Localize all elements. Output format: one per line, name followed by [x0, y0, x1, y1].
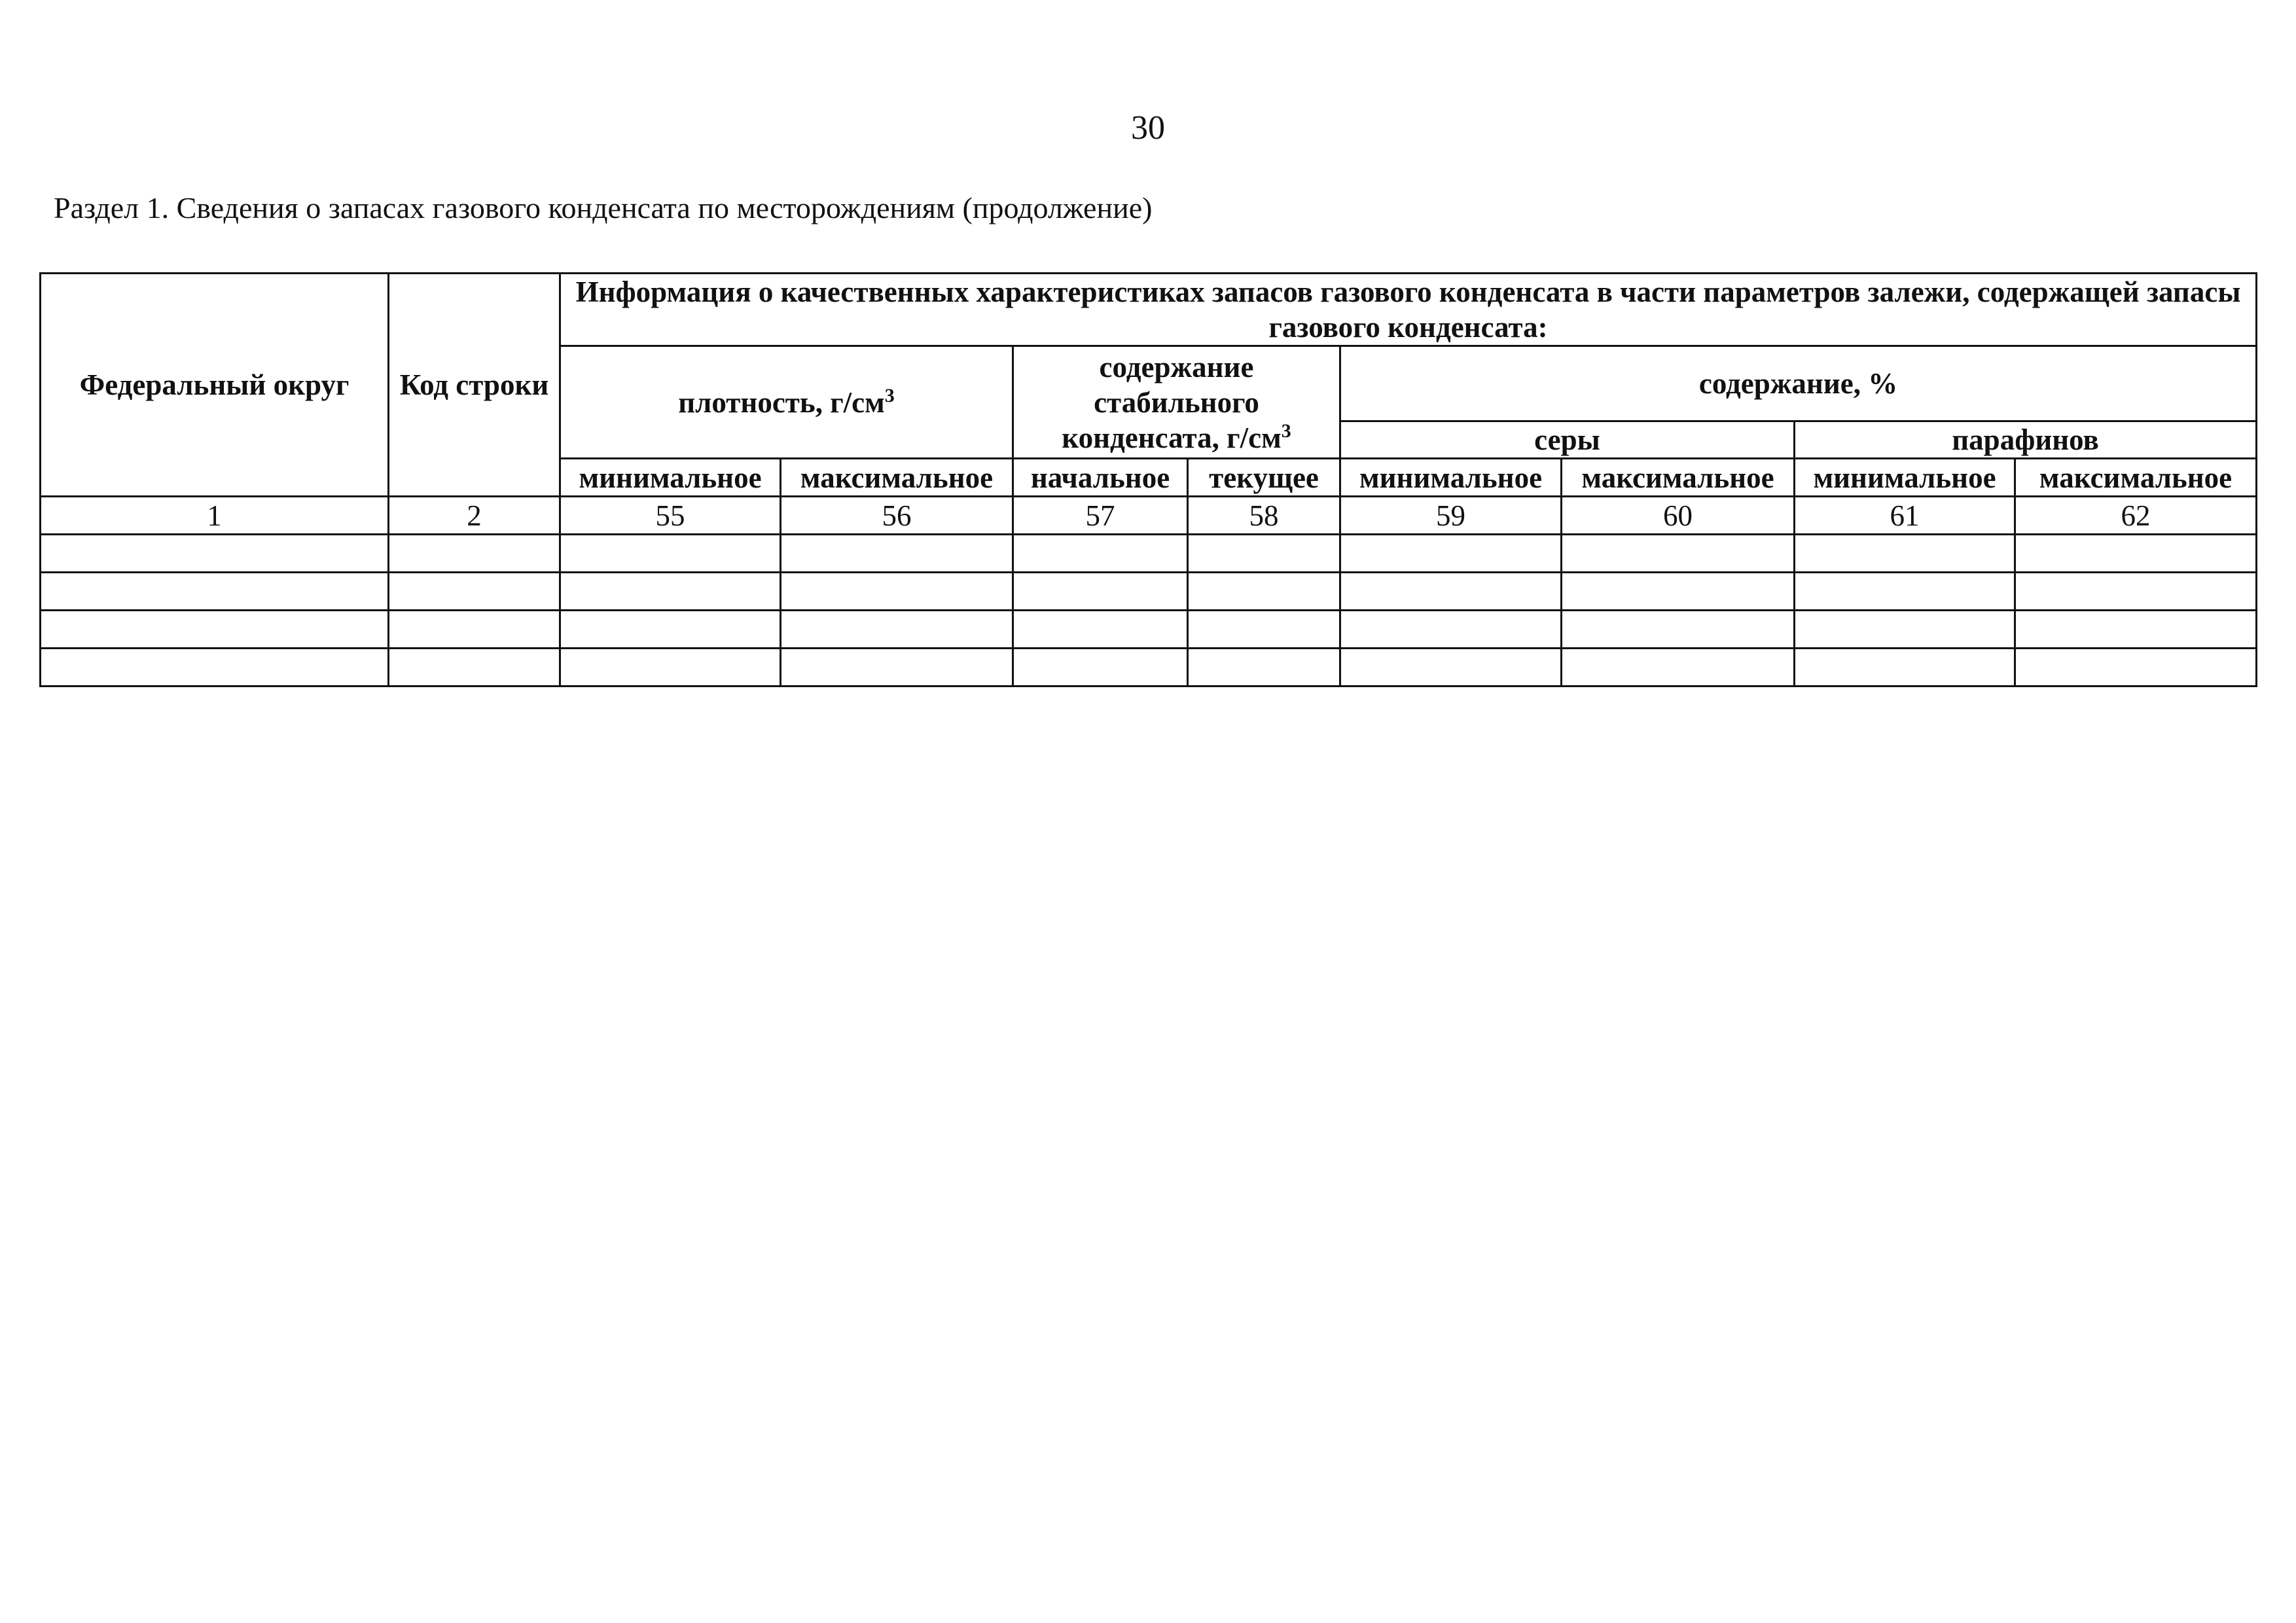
cell-60[interactable]: [1562, 535, 1795, 573]
cell-58[interactable]: [1188, 535, 1340, 573]
header-density-label: плотность, г/см: [678, 385, 885, 419]
column-number: 2: [389, 497, 560, 535]
header-paraffin-maximum: максимальное: [2015, 459, 2257, 497]
cell-57[interactable]: [1013, 611, 1188, 649]
cell-62[interactable]: [2015, 535, 2257, 573]
cell-59[interactable]: [1340, 573, 1562, 611]
cell-61[interactable]: [1795, 649, 2015, 687]
column-number: 58: [1188, 497, 1340, 535]
column-number: 57: [1013, 497, 1188, 535]
cell-line-code[interactable]: [389, 573, 560, 611]
header-federal-district: Федеральный округ: [41, 274, 389, 497]
cell-57[interactable]: [1013, 649, 1188, 687]
cell-56[interactable]: [781, 535, 1013, 573]
cell-58[interactable]: [1188, 573, 1340, 611]
page-number: 30: [1131, 109, 1165, 147]
cell-62[interactable]: [2015, 649, 2257, 687]
column-number: 60: [1562, 497, 1795, 535]
cell-56[interactable]: [781, 649, 1013, 687]
cell-55[interactable]: [560, 573, 781, 611]
cell-59[interactable]: [1340, 535, 1562, 573]
cell-60[interactable]: [1562, 649, 1795, 687]
cell-58[interactable]: [1188, 611, 1340, 649]
column-number: 1: [41, 497, 389, 535]
header-stable-condensate-label: содержание стабильного конденсата, г/см: [1062, 350, 1282, 454]
header-sulfur: серы: [1340, 421, 1795, 459]
table-row: [41, 573, 2257, 611]
cell-61[interactable]: [1795, 611, 2015, 649]
cell-58[interactable]: [1188, 649, 1340, 687]
cell-55[interactable]: [560, 535, 781, 573]
header-line-code: Код строки: [389, 274, 560, 497]
cell-line-code[interactable]: [389, 611, 560, 649]
header-sulfur-maximum: максимальное: [1562, 459, 1795, 497]
cell-56[interactable]: [781, 611, 1013, 649]
cell-57[interactable]: [1013, 535, 1188, 573]
cell-line-code[interactable]: [389, 649, 560, 687]
cell-55[interactable]: [560, 649, 781, 687]
cell-62[interactable]: [2015, 573, 2257, 611]
header-condensate-current: текущее: [1188, 459, 1340, 497]
cell-56[interactable]: [781, 573, 1013, 611]
gas-condensate-reserves-table: [39, 272, 2257, 687]
header-quality-characteristics: Информация о качественных характеристиках запасов газового конденсата в части параметров залежи, содержащей запасы газового конденсата:: [560, 274, 2257, 346]
column-number: 56: [781, 497, 1013, 535]
header-paraffin-minimum: минимальное: [1795, 459, 2015, 497]
column-number: 55: [560, 497, 781, 535]
cell-61[interactable]: [1795, 573, 2015, 611]
cell-59[interactable]: [1340, 649, 1562, 687]
header-density: [560, 346, 1013, 459]
cell-57[interactable]: [1013, 573, 1188, 611]
column-number: 62: [2015, 497, 2257, 535]
column-number: 59: [1340, 497, 1562, 535]
header-content-percent: содержание, %: [1340, 346, 2257, 421]
cell-60[interactable]: [1562, 611, 1795, 649]
header-density-minimum: минимальное: [560, 459, 781, 497]
header-density-power: 3: [884, 384, 895, 406]
cell-60[interactable]: [1562, 573, 1795, 611]
cell-59[interactable]: [1340, 611, 1562, 649]
header-density-maximum: максимальное: [781, 459, 1013, 497]
cell-federal-district[interactable]: [41, 573, 389, 611]
cell-federal-district[interactable]: [41, 611, 389, 649]
table-row: [41, 535, 2257, 573]
section-title: Раздел 1. Сведения о запасах газового конденсата по месторождениям (продолжение): [54, 191, 1153, 224]
column-number-row: [41, 497, 2257, 535]
header-stable-condensate-power: 3: [1281, 419, 1291, 442]
header-condensate-initial: начальное: [1013, 459, 1188, 497]
cell-62[interactable]: [2015, 611, 2257, 649]
cell-61[interactable]: [1795, 535, 2015, 573]
header-stable-condensate: [1013, 346, 1340, 459]
table-row: [41, 611, 2257, 649]
header-sulfur-minimum: минимальное: [1340, 459, 1562, 497]
header-paraffin: парафинов: [1795, 421, 2257, 459]
cell-55[interactable]: [560, 611, 781, 649]
cell-line-code[interactable]: [389, 535, 560, 573]
table-row: [41, 649, 2257, 687]
column-number: 61: [1795, 497, 2015, 535]
cell-federal-district[interactable]: [41, 649, 389, 687]
cell-federal-district[interactable]: [41, 535, 389, 573]
